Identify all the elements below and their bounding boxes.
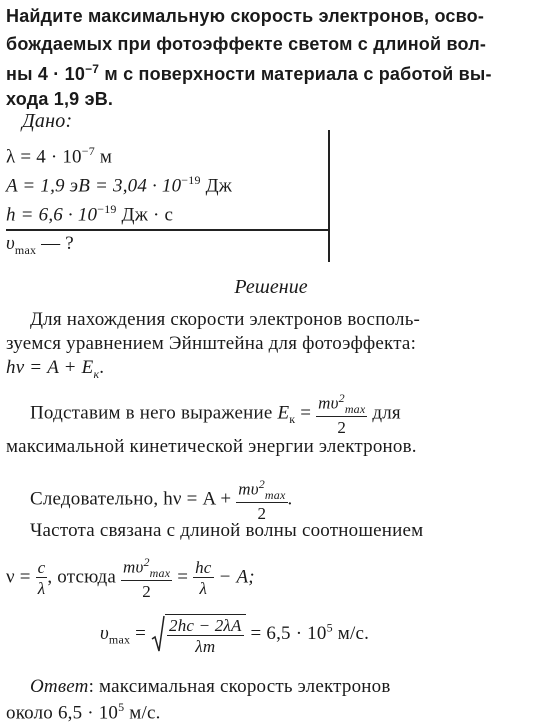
p2-frac-den: 2 — [337, 418, 347, 438]
answer-text: : максимальная скорость электронов — [88, 676, 391, 697]
given-work-unit: Дж — [200, 175, 233, 197]
p4-frac-sub: max — [149, 566, 171, 581]
p4-eq: = — [172, 566, 194, 588]
p4-frac-den: 2 — [142, 582, 151, 602]
p5-frac-num: 2hc − 2λA — [169, 616, 242, 635]
p5-result-exp: 5 — [326, 620, 333, 635]
p2-fraction — [316, 392, 367, 436]
p5-v: υ — [100, 622, 109, 644]
given-work-function — [6, 173, 232, 197]
given-lambda-value: λ = 4 · 10 — [6, 146, 82, 168]
answer-line-2 — [6, 700, 161, 724]
problem-line-1: Найдите максимальную скорость электронов, осво- — [6, 6, 485, 26]
given-unknown-sub: max — [14, 242, 37, 257]
p2-ek-sub: к — [289, 412, 296, 427]
problem-line-2: бождаемых при фотоэффекте светом с длиной вол- — [6, 34, 487, 54]
p5-frac-den: λm — [195, 637, 216, 656]
p4-hc-over-lambda — [193, 559, 213, 597]
p5-fraction — [165, 614, 246, 655]
p5-unit: м/с. — [332, 622, 370, 644]
given-lambda — [6, 144, 112, 168]
given-lambda-unit: м — [94, 146, 113, 168]
p3-post: . — [287, 488, 293, 510]
solution-heading: Решение — [234, 276, 308, 298]
answer-value-exp: 5 — [118, 700, 125, 714]
solution-p4-line-2 — [6, 556, 255, 600]
answer-value: около 6,5 · 10 — [6, 702, 119, 724]
given-unknown-tail: — ? — [36, 233, 74, 254]
p4-fraction-kinetic — [121, 556, 172, 600]
given-divider-horizontal — [6, 229, 328, 231]
problem-line-3 — [6, 62, 492, 85]
einstein-eq-end: . — [99, 357, 105, 378]
given-work-exp: −19 — [181, 173, 201, 187]
given-planck-unit: Дж · с — [116, 204, 174, 226]
p5-sqrt — [151, 614, 246, 655]
answer-unit: м/с. — [124, 702, 161, 724]
p4-frac-num: mυ — [122, 557, 144, 577]
p4-end: − A; — [213, 566, 255, 588]
p2-post: для — [367, 402, 401, 424]
problem-line-4: хода 1,9 эВ. — [6, 89, 114, 109]
given-lambda-exp: −7 — [81, 144, 95, 158]
solution-p3-line — [30, 478, 292, 522]
p4-mid: , отсюда — [47, 566, 121, 588]
p2-eq: = — [295, 402, 317, 424]
p2-text: Подставим в него выражение — [30, 402, 278, 424]
problem-wavelength: ны 4 · 10 — [6, 64, 86, 84]
p3-fraction — [236, 478, 287, 522]
solution-p1-line-1: Для нахождения скорости электронов восполь- — [30, 309, 421, 330]
p2-frac-sub: max — [344, 402, 366, 417]
answer-label: Ответ — [30, 676, 89, 697]
given-planck-exp: −19 — [97, 202, 117, 216]
solution-velocity-result — [100, 614, 369, 655]
given-work-value: A = 1,9 эВ = 3,04 · 10 — [6, 175, 182, 197]
p3-frac-sub: max — [264, 488, 286, 503]
given-divider-vertical — [328, 130, 330, 262]
answer-line-1 — [30, 676, 391, 698]
sqrt-sign-icon — [151, 615, 165, 655]
p4-lambda-2: λ — [199, 579, 208, 599]
given-unknown-symbol: υ — [6, 233, 15, 254]
given-heading: Дано: — [22, 110, 73, 132]
problem-line-3-rest: м с поверхности материала с работой вы- — [99, 64, 492, 84]
einstein-eq-sub: к — [93, 366, 100, 381]
p2-ek: E — [277, 402, 290, 424]
solution-p2-line-2: максимальной кинетической энергии электронов. — [6, 436, 417, 457]
solution-p1-line-2: зуемся уравнением Эйнштейна для фотоэффекта: — [6, 333, 417, 354]
p4-hc: hc — [195, 558, 212, 578]
p2-frac-sup: 2 — [338, 391, 345, 405]
p4-c-over-lambda — [36, 559, 48, 597]
p5-eq: = — [130, 622, 152, 644]
given-planck-value: h = 6,6 · 10 — [6, 204, 98, 226]
given-planck — [6, 202, 173, 226]
solution-p4-line-1: Частота связана с длиной волны соотношением — [30, 520, 424, 541]
p2-frac-num: mυ — [318, 393, 339, 413]
p3-frac-den: 2 — [257, 504, 267, 524]
p5-sub: max — [108, 632, 131, 647]
solution-einstein-eq — [6, 357, 104, 382]
einstein-eq-main: hν = A + E — [6, 357, 94, 378]
p3-frac-num: mυ — [238, 479, 259, 499]
problem-wavelength-exp: −7 — [85, 62, 100, 76]
p4-c: c — [37, 558, 46, 578]
p3-frac-sup: 2 — [258, 477, 265, 491]
p3-text: Следовательно, hν = A + — [30, 488, 237, 510]
p4-frac-sup: 2 — [143, 555, 150, 569]
solution-p2-line-1 — [30, 392, 401, 436]
p4-lambda: λ — [37, 579, 46, 599]
p5-result: = 6,5 · 10 — [245, 622, 327, 644]
given-unknown — [6, 233, 74, 258]
p4-nu: ν = — [6, 566, 36, 588]
